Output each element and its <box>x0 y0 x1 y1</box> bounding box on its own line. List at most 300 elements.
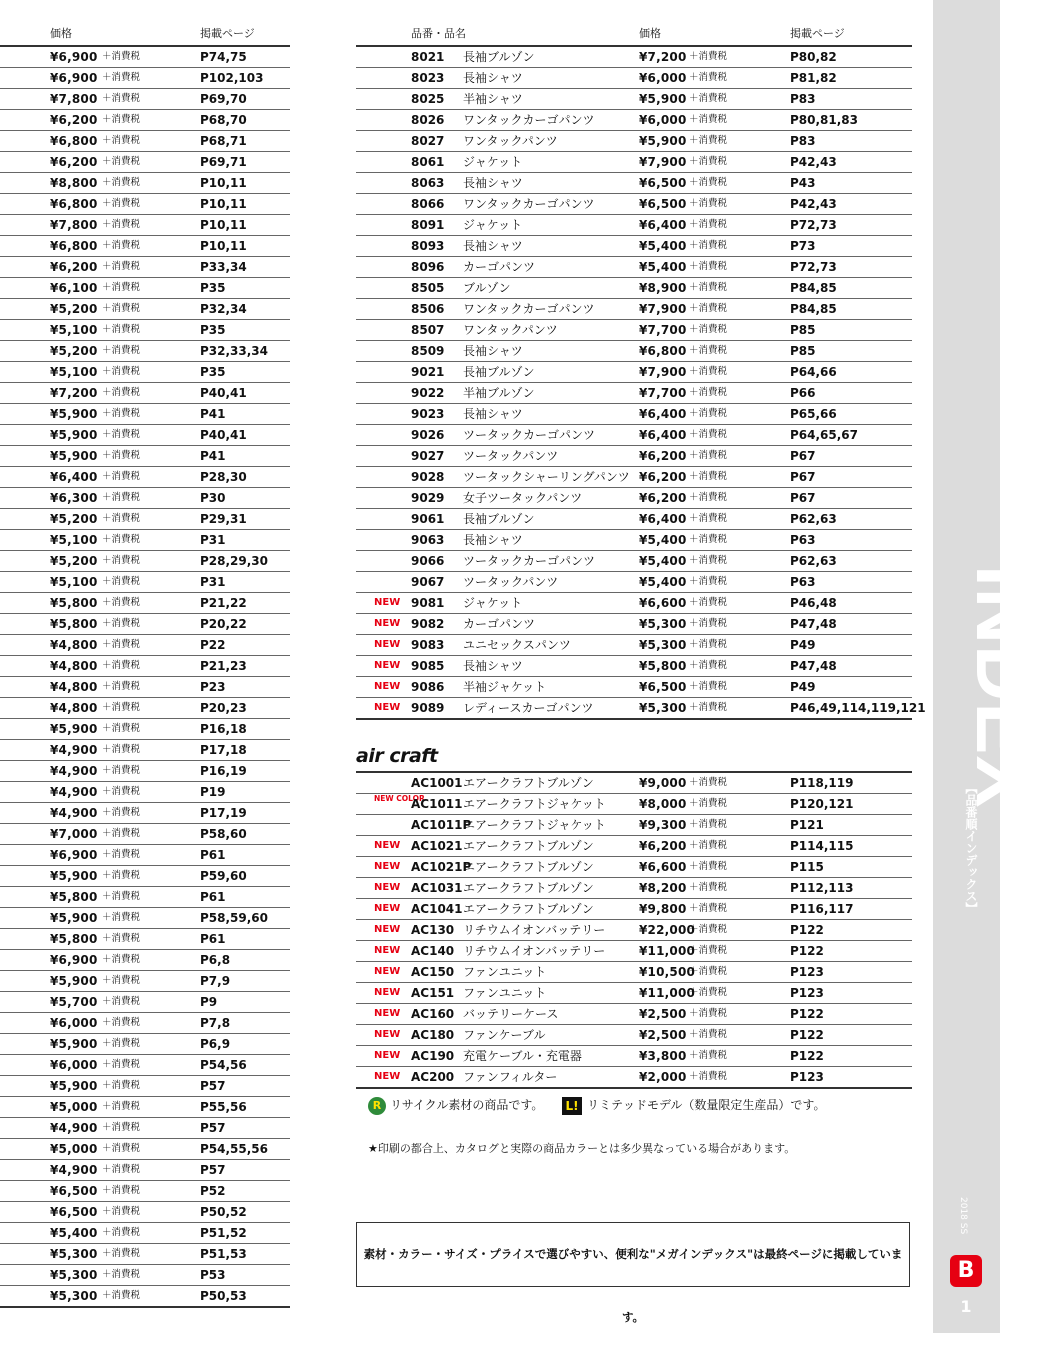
page-cell: P84,85 <box>790 281 837 295</box>
new-badge: NEW <box>374 840 401 851</box>
tax-label: ＋消費税 <box>689 471 728 482</box>
table-row <box>356 635 912 656</box>
page-cell: P21,22 <box>200 596 247 610</box>
header-price: 価格 <box>50 27 72 40</box>
price-cell: ¥3,800 <box>639 1049 687 1063</box>
item-number: AC150 <box>411 965 455 979</box>
tax-label: ＋消費税 <box>102 786 141 797</box>
table-row <box>356 1025 912 1046</box>
table-row <box>0 68 290 89</box>
tax-label: ＋消費税 <box>689 597 728 608</box>
table-row <box>356 194 912 215</box>
tax-label: ＋消費税 <box>689 798 728 809</box>
header-price: 価格 <box>639 27 661 40</box>
price-cell: ¥6,900 <box>50 50 98 64</box>
price-cell: ¥9,000 <box>639 776 687 790</box>
page-cell: P58,59,60 <box>200 911 269 925</box>
price-cell: ¥7,200 <box>50 386 98 400</box>
item-name: レディースカーゴパンツ <box>463 701 594 715</box>
new-badge: NEW <box>374 945 401 956</box>
page-cell: P122 <box>790 1028 824 1042</box>
tax-label: ＋消費税 <box>102 975 141 986</box>
item-name: バッテリーケース <box>463 1007 559 1021</box>
price-cell: ¥6,200 <box>50 155 98 169</box>
legend-limited-text: リミテッドモデル（数量限定生産品）です。 <box>587 1098 826 1112</box>
item-name: 長袖シャツ <box>463 176 523 190</box>
item-number: AC1021P <box>411 860 472 874</box>
price-cell: ¥5,300 <box>50 1247 98 1261</box>
tax-label: ＋消費税 <box>102 702 141 713</box>
price-cell: ¥7,200 <box>639 50 687 64</box>
price-cell: ¥6,100 <box>50 281 98 295</box>
price-cell: ¥6,900 <box>50 953 98 967</box>
price-cell: ¥7,900 <box>639 365 687 379</box>
tax-label: ＋消費税 <box>102 240 141 251</box>
item-name: 長袖シャツ <box>463 239 523 253</box>
price-cell: ¥6,000 <box>50 1058 98 1072</box>
price-cell: ¥5,900 <box>50 1079 98 1093</box>
item-name: ワンタックカーゴパンツ <box>463 113 595 127</box>
tax-label: ＋消費税 <box>102 303 141 314</box>
tax-label: ＋消費税 <box>102 1143 141 1154</box>
new-badge: NEW <box>374 966 401 977</box>
tax-label: ＋消費税 <box>689 177 728 188</box>
table-row <box>356 1004 912 1025</box>
page-cell: P102,103 <box>200 71 264 85</box>
price-cell: ¥11,000 <box>639 986 696 1000</box>
price-cell: ¥11,000 <box>639 944 696 958</box>
table-row <box>356 698 926 720</box>
page-cell: P16,19 <box>200 764 247 778</box>
item-name: 長袖シャツ <box>463 407 523 421</box>
table-row <box>356 1046 912 1067</box>
price-cell: ¥6,200 <box>639 839 687 853</box>
price-cell: ¥22,000 <box>639 923 696 937</box>
item-name: ツータックカーゴパンツ <box>463 554 596 568</box>
item-number: 9082 <box>411 617 445 631</box>
price-cell: ¥6,200 <box>639 449 687 463</box>
tax-label: ＋消費税 <box>102 891 141 902</box>
price-cell: ¥5,900 <box>50 974 98 988</box>
item-number: 8027 <box>411 134 445 148</box>
price-cell: ¥5,800 <box>50 617 98 631</box>
page-cell: P64,65,67 <box>790 428 859 442</box>
tax-label: ＋消費税 <box>102 1017 141 1028</box>
aircraft-logo <box>356 745 912 773</box>
table-row <box>0 1076 290 1097</box>
item-name: ジャケット <box>463 596 523 610</box>
table-row <box>0 971 290 992</box>
table-row <box>0 1202 290 1223</box>
tax-label: ＋消費税 <box>102 1290 141 1301</box>
price-cell: ¥5,100 <box>50 323 98 337</box>
tax-label: ＋消費税 <box>102 513 141 524</box>
item-name: カーゴパンツ <box>463 617 536 631</box>
page-cell: P72,73 <box>790 260 837 274</box>
index-subtitle: 【品番順インデックス】 <box>964 782 978 914</box>
item-number: 9023 <box>411 407 445 421</box>
price-cell: ¥5,400 <box>639 260 687 274</box>
page-cell: P30 <box>200 491 226 505</box>
price-cell: ¥6,900 <box>50 71 98 85</box>
item-number: 8021 <box>411 50 445 64</box>
page-cell: P28,29,30 <box>200 554 269 568</box>
page-cell: P6,8 <box>200 953 231 967</box>
table-row <box>0 845 290 866</box>
table-row <box>0 467 290 488</box>
page-cell: P10,11 <box>200 176 247 190</box>
page-cell: P50,52 <box>200 1205 247 1219</box>
item-number: AC151 <box>411 986 455 1000</box>
tax-label: ＋消費税 <box>689 114 728 125</box>
price-cell: ¥5,700 <box>50 995 98 1009</box>
page-cell: P35 <box>200 365 226 379</box>
new-badge: NEW <box>374 1029 401 1040</box>
table-row <box>0 362 290 383</box>
price-cell: ¥6,400 <box>639 218 687 232</box>
price-cell: ¥5,100 <box>50 365 98 379</box>
page-cell: P83 <box>790 134 816 148</box>
price-cell: ¥5,800 <box>639 659 687 673</box>
table-row <box>356 446 912 467</box>
tax-label: ＋消費税 <box>689 282 728 293</box>
tax-label: ＋消費税 <box>689 1071 728 1082</box>
page-cell: P51,52 <box>200 1226 247 1240</box>
price-cell: ¥7,000 <box>50 827 98 841</box>
tax-label: ＋消費税 <box>102 1185 141 1196</box>
page-cell: P57 <box>200 1079 226 1093</box>
tax-label: ＋消費税 <box>689 882 728 893</box>
new-badge: NEW <box>374 639 401 650</box>
item-name: ファンユニット <box>463 965 547 979</box>
page-cell: P123 <box>790 965 824 979</box>
item-number: AC190 <box>411 1049 455 1063</box>
price-cell: ¥6,200 <box>50 113 98 127</box>
table-row <box>356 1067 912 1089</box>
price-cell: ¥5,900 <box>50 1037 98 1051</box>
price-cell: ¥5,400 <box>639 239 687 253</box>
tax-label: ＋消費税 <box>102 534 141 545</box>
item-name: エアークラフトジャケット <box>463 797 606 811</box>
tax-label: ＋消費税 <box>689 924 728 935</box>
table-row <box>0 572 290 593</box>
item-name: ワンタックカーゴパンツ <box>463 302 595 316</box>
item-name: エアークラフトブルゾン <box>463 881 594 895</box>
page-cell: P64,66 <box>790 365 837 379</box>
tax-label: ＋消費税 <box>102 429 141 440</box>
item-number: 9021 <box>411 365 445 379</box>
page-cell: P74,75 <box>200 50 247 64</box>
tax-label: ＋消費税 <box>689 51 728 62</box>
tax-label: ＋消費税 <box>689 261 728 272</box>
price-cell: ¥7,800 <box>50 218 98 232</box>
page-cell: P61 <box>200 932 226 946</box>
price-cell: ¥4,800 <box>50 680 98 694</box>
table-row <box>0 1286 290 1308</box>
page-cell: P7,9 <box>200 974 231 988</box>
page-cell: P80,82 <box>790 50 837 64</box>
item-name: ツータックパンツ <box>463 449 559 463</box>
table-row <box>0 761 290 782</box>
price-cell: ¥8,900 <box>639 281 687 295</box>
price-cell: ¥5,800 <box>50 932 98 946</box>
page-cell: P116,117 <box>790 902 854 916</box>
table-row <box>0 1160 290 1181</box>
table-row <box>356 341 912 362</box>
new-badge: NEW <box>374 660 401 671</box>
new-badge: NEW <box>374 681 401 692</box>
item-number: 8025 <box>411 92 445 106</box>
item-name: エアークラフトジャケット <box>463 818 606 832</box>
price-cell: ¥5,300 <box>639 638 687 652</box>
page-cell: P40,41 <box>200 386 247 400</box>
tax-label: ＋消費税 <box>689 660 728 671</box>
page-cell: P10,11 <box>200 218 247 232</box>
table-row <box>356 878 912 899</box>
table-row <box>0 236 290 257</box>
item-number: 9022 <box>411 386 445 400</box>
page-cell: P43 <box>790 176 816 190</box>
page-cell: P69,71 <box>200 155 247 169</box>
item-number: 9063 <box>411 533 445 547</box>
tax-label: ＋消費税 <box>102 744 141 755</box>
legend-recycle <box>368 1096 543 1115</box>
item-number: 8505 <box>411 281 445 295</box>
tax-label: ＋消費税 <box>689 945 728 956</box>
table-row <box>0 299 290 320</box>
index-title: INDEX <box>960 565 1048 809</box>
item-number: 9028 <box>411 470 445 484</box>
table-row <box>0 950 290 971</box>
tax-label: ＋消費税 <box>689 1029 728 1040</box>
table-row <box>0 530 290 551</box>
price-cell: ¥7,700 <box>639 386 687 400</box>
page-cell: P7,8 <box>200 1016 231 1030</box>
item-name: ツータックカーゴパンツ <box>463 428 596 442</box>
page-cell: P54,55,56 <box>200 1142 269 1156</box>
recycle-icon: R <box>368 1097 386 1115</box>
page-cell: P62,63 <box>790 512 837 526</box>
table-row <box>356 173 912 194</box>
page-cell: P118,119 <box>790 776 854 790</box>
tax-label: ＋消費税 <box>102 345 141 356</box>
price-cell: ¥5,300 <box>50 1289 98 1303</box>
page-cell: P35 <box>200 323 226 337</box>
tax-label: ＋消費税 <box>102 555 141 566</box>
table-row <box>0 1013 290 1034</box>
tax-label: ＋消費税 <box>102 723 141 734</box>
price-cell: ¥5,900 <box>50 869 98 883</box>
item-name: ユニセックスパンツ <box>463 638 571 652</box>
page-cell: P68,70 <box>200 113 247 127</box>
table-row <box>356 383 912 404</box>
item-number: 8509 <box>411 344 445 358</box>
page-cell: P49 <box>790 638 816 652</box>
page-cell: P21,23 <box>200 659 247 673</box>
tax-label: ＋消費税 <box>102 198 141 209</box>
price-cell: ¥6,800 <box>639 344 687 358</box>
item-number: 8066 <box>411 197 445 211</box>
price-cell: ¥5,800 <box>50 596 98 610</box>
item-number: AC1001 <box>411 776 463 790</box>
page-cell: P17,19 <box>200 806 247 820</box>
side-bar <box>933 0 1048 1333</box>
price-cell: ¥5,900 <box>50 722 98 736</box>
new-badge: NEW <box>374 987 401 998</box>
item-number: AC180 <box>411 1028 455 1042</box>
page-cell: P80,81,83 <box>790 113 859 127</box>
tax-label: ＋消費税 <box>102 765 141 776</box>
page-cell: P112,113 <box>790 881 854 895</box>
table-row <box>356 656 912 677</box>
page-cell: P49 <box>790 680 816 694</box>
table-row <box>356 488 912 509</box>
price-cell: ¥6,600 <box>639 860 687 874</box>
item-name: ワンタックパンツ <box>463 134 558 148</box>
tax-label: ＋消費税 <box>102 849 141 860</box>
price-cell: ¥6,000 <box>639 113 687 127</box>
tax-label: ＋消費税 <box>689 534 728 545</box>
table-row <box>356 47 912 68</box>
item-number: AC130 <box>411 923 455 937</box>
page-cell: P72,73 <box>790 218 837 232</box>
table-row <box>0 719 290 740</box>
tax-label: ＋消費税 <box>689 198 728 209</box>
tax-label: ＋消費税 <box>102 51 141 62</box>
table-row <box>356 299 912 320</box>
table-row <box>356 425 912 446</box>
tax-label: ＋消費税 <box>102 1248 141 1259</box>
item-name: 女子ツータックパンツ <box>463 491 583 505</box>
table-row <box>0 908 290 929</box>
price-cell: ¥7,800 <box>50 92 98 106</box>
price-cell: ¥8,000 <box>639 797 687 811</box>
tax-label: ＋消費税 <box>102 387 141 398</box>
price-cell: ¥6,800 <box>50 134 98 148</box>
page-cell: P120,121 <box>790 797 854 811</box>
left-table-header <box>0 23 290 47</box>
table-row <box>0 215 290 236</box>
page-cell: P67 <box>790 491 816 505</box>
tax-label: ＋消費税 <box>102 492 141 503</box>
tax-label: ＋消費税 <box>689 840 728 851</box>
page-cell: P58,60 <box>200 827 247 841</box>
item-name: 長袖ブルゾン <box>463 50 535 64</box>
tax-label: ＋消費税 <box>689 861 728 872</box>
page-cell: P84,85 <box>790 302 837 316</box>
table-row <box>0 698 290 719</box>
price-cell: ¥6,400 <box>50 470 98 484</box>
page-cell: P63 <box>790 575 816 589</box>
tax-label: ＋消費税 <box>102 870 141 881</box>
table-row <box>0 131 290 152</box>
page-cell: P122 <box>790 1049 824 1063</box>
item-name: リチウムイオンバッテリー <box>463 923 606 937</box>
item-name: 半袖ブルゾン <box>463 386 535 400</box>
table-row <box>0 614 290 635</box>
page-cell: P6,9 <box>200 1037 231 1051</box>
table-row <box>0 1244 290 1265</box>
price-cell: ¥5,000 <box>50 1142 98 1156</box>
price-cell: ¥5,900 <box>50 407 98 421</box>
page-cell: P19 <box>200 785 226 799</box>
table-row <box>0 341 290 362</box>
price-cell: ¥6,400 <box>639 512 687 526</box>
table-row <box>356 89 912 110</box>
table-row <box>0 173 290 194</box>
tax-label: ＋消費税 <box>102 156 141 167</box>
price-cell: ¥8,200 <box>639 881 687 895</box>
page-cell: P122 <box>790 923 824 937</box>
table-row <box>356 320 912 341</box>
table-row <box>0 635 290 656</box>
left-table-body <box>0 47 290 1308</box>
item-name: 長袖ブルゾン <box>463 365 535 379</box>
table-row <box>356 257 912 278</box>
page-cell: P61 <box>200 890 226 904</box>
limited-model-icon: L! <box>562 1097 582 1115</box>
page-cell: P16,18 <box>200 722 247 736</box>
table-row <box>356 983 912 1004</box>
tax-label: ＋消費税 <box>689 429 728 440</box>
table-row <box>356 278 912 299</box>
price-cell: ¥5,200 <box>50 344 98 358</box>
page-cell: P62,63 <box>790 554 837 568</box>
item-number: 8507 <box>411 323 445 337</box>
tax-label: ＋消費税 <box>689 1008 728 1019</box>
new-badge: NEW <box>374 861 401 872</box>
tax-label: ＋消費税 <box>102 1059 141 1070</box>
tax-label: ＋消費税 <box>102 681 141 692</box>
price-cell: ¥5,900 <box>50 911 98 925</box>
table-row <box>0 992 290 1013</box>
tax-label: ＋消費税 <box>102 618 141 629</box>
page-cell: P66 <box>790 386 816 400</box>
table-row <box>0 110 290 131</box>
table-row <box>0 47 290 68</box>
table-row <box>356 941 912 962</box>
page-cell: P42,43 <box>790 197 837 211</box>
tax-label: ＋消費税 <box>689 966 728 977</box>
price-cell: ¥7,700 <box>639 323 687 337</box>
new-badge: NEW <box>374 597 401 608</box>
price-cell: ¥5,300 <box>639 701 687 715</box>
price-cell: ¥5,200 <box>50 302 98 316</box>
aircraft-logo-text: air craft <box>356 745 438 767</box>
price-cell: ¥6,500 <box>639 197 687 211</box>
item-name: エアークラフトブルゾン <box>463 776 594 790</box>
item-name: 半袖シャツ <box>463 92 523 106</box>
page-cell: P31 <box>200 533 226 547</box>
table-row <box>0 803 290 824</box>
page-cell: P55,56 <box>200 1100 247 1114</box>
page-cell: P81,82 <box>790 71 837 85</box>
item-name: ワンタックカーゴパンツ <box>463 197 595 211</box>
page-cell: P46,49,114,119,121 <box>790 701 926 715</box>
price-cell: ¥5,200 <box>50 554 98 568</box>
price-cell: ¥2,500 <box>639 1007 687 1021</box>
item-name: ツータックシャーリングパンツ <box>463 470 630 484</box>
item-name: 長袖ブルゾン <box>463 512 535 526</box>
item-number: 9085 <box>411 659 445 673</box>
table-row <box>356 131 912 152</box>
color-note: ★印刷の都合上、カタログと実際の商品カラーとは多少異なっている場合があります。 <box>368 1142 796 1155</box>
tax-label: ＋消費税 <box>689 240 728 251</box>
table-row <box>356 68 912 89</box>
tax-label: ＋消費税 <box>102 597 141 608</box>
item-name: 長袖シャツ <box>463 659 523 673</box>
item-name: ワンタックパンツ <box>463 323 558 337</box>
